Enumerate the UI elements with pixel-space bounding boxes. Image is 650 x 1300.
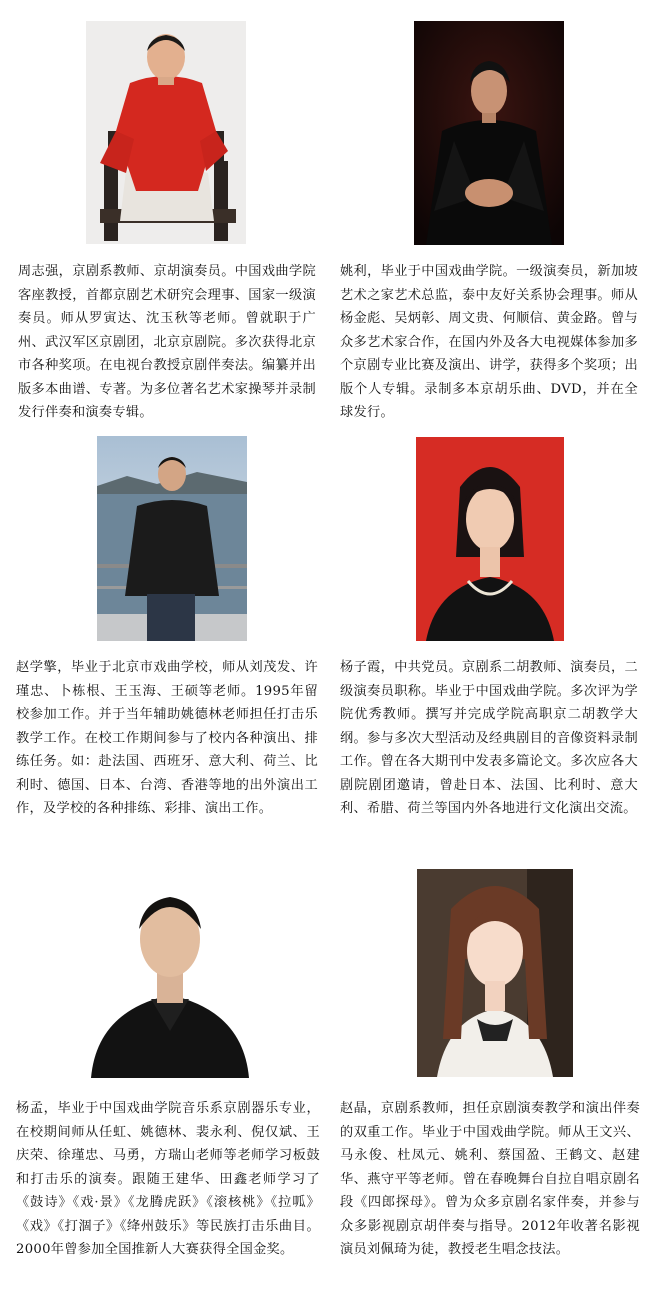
bio-text-2: 姚利，毕业于中国戏曲学院。一级演奏员，新加坡艺术之家艺术总监，泰中友好关系协会理事。师从杨金彪、吴炳彰、周文贵、何顺信、黄金路。曾与众多艺术家合作，在国内外及各大电视媒体参加多个京剧专业比赛及演出、讲学，获得多个奖项；出版个人专辑。录制多本京胡乐曲、DVD，并在全球发行。: [340, 264, 638, 420]
portrait-photo-6: [417, 869, 573, 1077]
bio-text-4: 杨子霞，中共党员。京剧系二胡教师、演奏员，二级演奏员职称。毕业于中国戏曲学院。多次评为学院优秀教师。撰写并完成学院高职京二胡教学大纲。参与多次大型活动及经典剧目的音像资料录制工作。曾在各大期刊中发表多篇论文。多次应各大剧院剧团邀请，曾赴日本、法国、比利时、意大利、希腊、荷兰等国内外各地进行文化演出交流。: [340, 660, 638, 816]
portrait-photo-3: [97, 436, 247, 641]
bio-text-1: 周志强，京剧系教师、京胡演奏员。中国戏曲学院客座教授，首都京剧艺术研究会理事、国家一级演奏员。师从罗寅达、沈玉秋等老师。曾就职于广州、武汉军区京剧团，北京京剧院。多次获得北京市各种奖项。在电视台教授京剧伴奏法。编纂并出版多本曲谱、专著。为多位著名艺术家操琴并录制发行伴奏和演奏专辑。: [18, 264, 316, 420]
portrait-photo-4: [416, 437, 564, 641]
bio-text-5: 杨孟，毕业于中国戏曲学院音乐系京剧器乐专业，在校期间师从任虹、姚德林、裴永利、倪仅斌、王庆荣、徐瑾忠、马勇，方瑞山老师等老师学习板鼓和打击乐的演奏。跟随王建华、田鑫老师学习了《鼓诗》《戏·景》《龙腾虎跃》《滚核桃》《拉呱》《戏》《打涸子》《绛州鼓乐》等民族打击乐曲目。2000年曾参加全国推新人大赛获得全国金奖。: [16, 1101, 320, 1257]
portrait-photo-2: [414, 21, 564, 245]
portrait-photo-5: [91, 871, 249, 1078]
bio-text-6: 赵晶，京剧系教师，担任京剧演奏教学和演出伴奏的双重工作。毕业于中国戏曲学院。师从王文兴、马永俊、杜凤元、姚利、蔡国盈、王鹤文、赵建华、燕守平等老师。曾在春晚舞台自拉自唱京剧名段《四郎探母》。曾为众多京剧名家伴奏，并参与众多影视剧京胡伴奏与指导。2012年收著名影视演员刘佩琦为徒，教授老生唱念技法。: [340, 1101, 640, 1257]
bio-text-3: 赵学擎，毕业于北京市戏曲学校，师从刘茂发、许瑾忠、卜栋根、王玉海、王硕等老师。1995年留校参加工作。并于当年辅助姚德林老师担任打击乐教学工作。在校工作期间参与了校内各种演出、排练任务。如：赴法国、西班牙、意大利、荷兰、比利时、德国、日本、台湾、香港等地的出外演出工作，及学校的各种排练、彩排、演出工作。: [16, 660, 318, 816]
portrait-photo-1: [86, 21, 246, 244]
